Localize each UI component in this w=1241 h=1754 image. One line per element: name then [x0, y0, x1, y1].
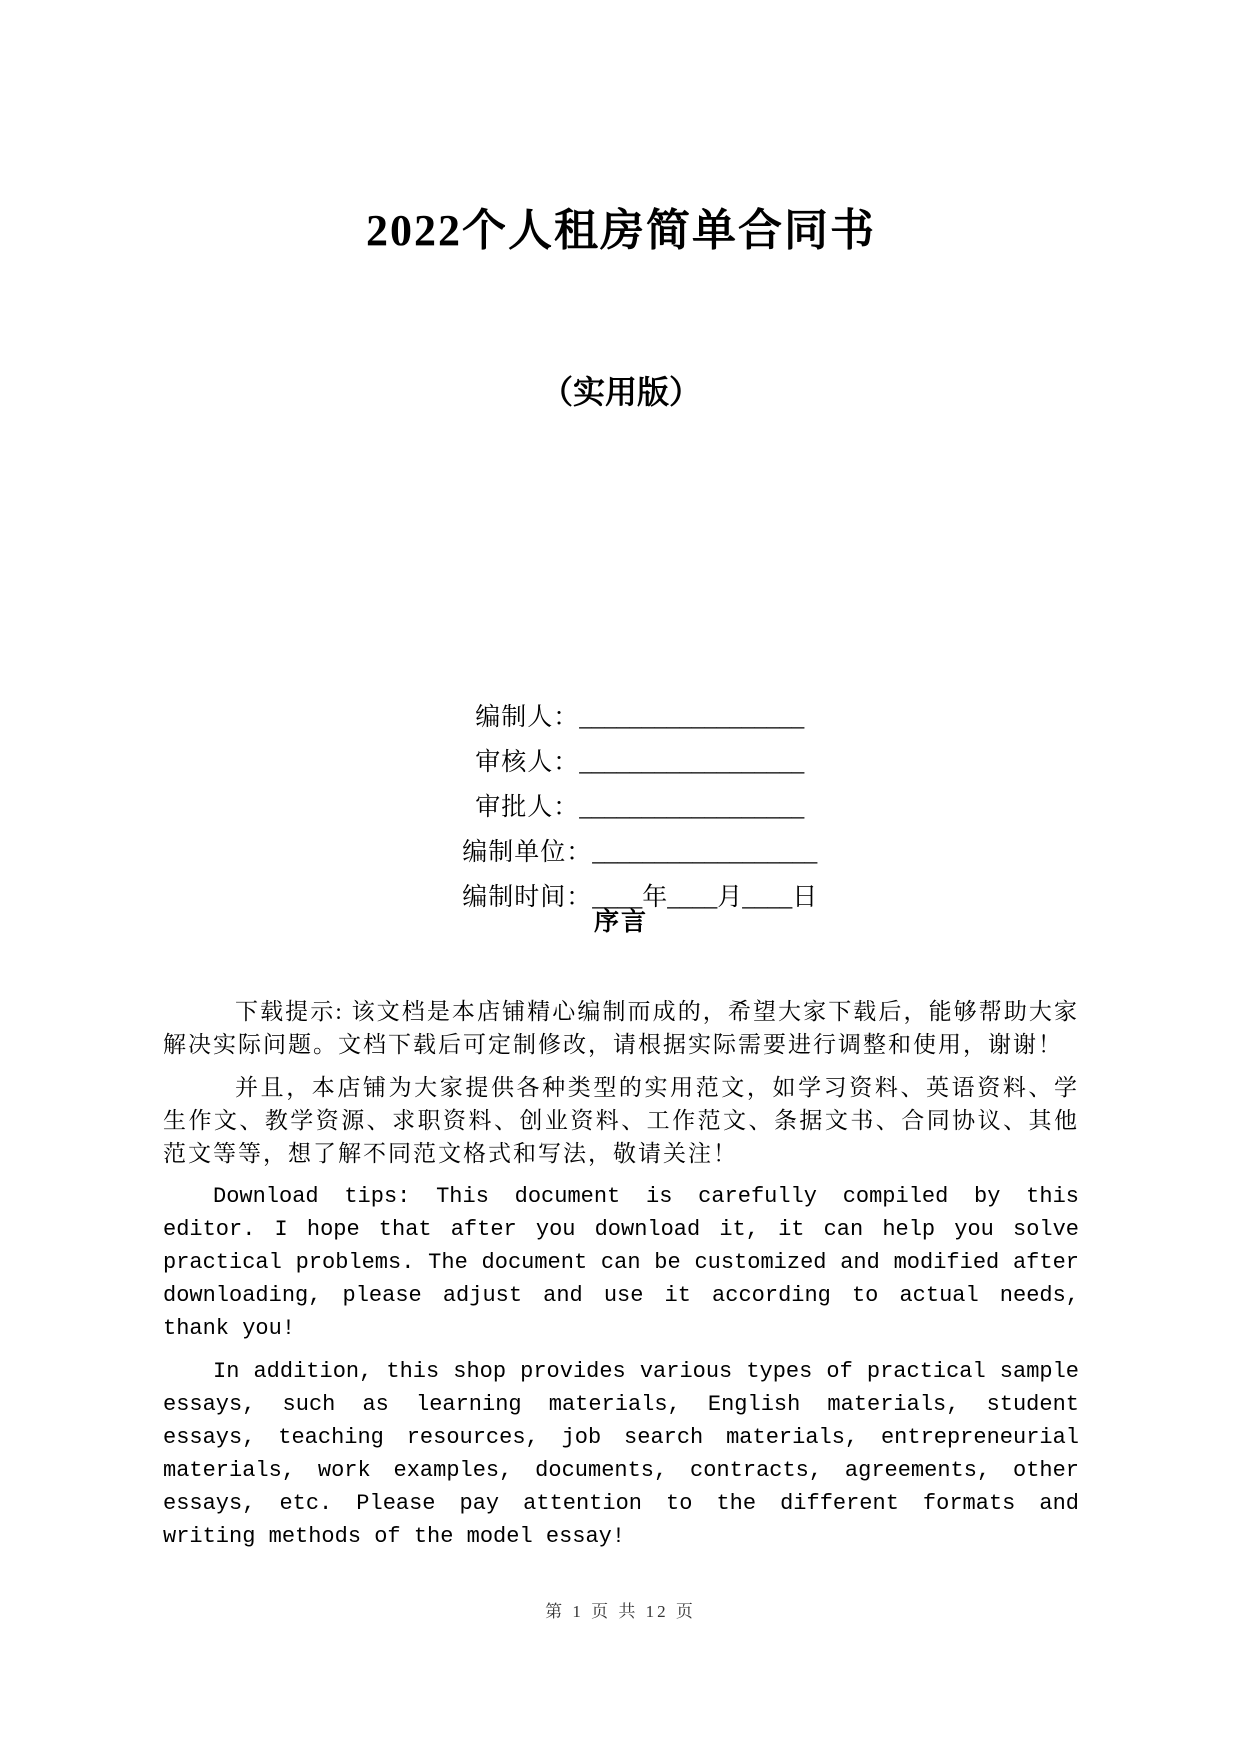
meta-label-reviewer: 审核人： [475, 748, 580, 776]
paragraph-download-tips-en: Download tips: This document is carefully compiled by this editor. I hope that after you download it, it can help you solve practical problems. The document can be customized and modified after downloading, please adjust and use it according to actual needs, thank you! [163, 1183, 1079, 1341]
meta-label-unit: 编制单位： [462, 838, 593, 866]
meta-label-date: 编制时间： [462, 883, 593, 911]
meta-blank-reviewer: __________________ [579, 748, 805, 776]
document-subtitle: （实用版） [540, 373, 701, 410]
meta-blank-author: __________________ [579, 703, 805, 731]
section-heading-preface: 序言 [593, 908, 648, 936]
meta-blank-unit: __________________ [592, 838, 818, 866]
meta-label-approver: 审批人： [475, 793, 580, 821]
paragraph-more-samples-zh: 并且，本店铺为大家提供各种类型的实用范文，如学习资料、英语资料、学生作文、教学资源、求职资料、创业资料、工作范文、条据文书、合同协议、其他范文等等，想了解不同范文格式和写法，敬请关注！ [163, 1074, 1079, 1166]
paragraph-download-tips-zh: 下载提示: 该文档是本店铺精心编制而成的，希望大家下载后，能够帮助大家解决实际问题。文档下载后可定制修改，请根据实际需要进行调整和使用，谢谢！ [163, 998, 1079, 1057]
meta-blank-date: ____年____月____日 [592, 883, 818, 911]
meta-blank-approver: __________________ [579, 793, 805, 821]
meta-fields-block [163, 650, 1079, 911]
document-title: 2022个人租房简单合同书 [366, 206, 876, 255]
meta-row-author [163, 650, 1079, 731]
document-body [163, 995, 1079, 1553]
meta-label-author: 编制人： [475, 703, 580, 731]
page-footer [0, 1597, 1241, 1622]
page-number-text: 第 1 页 共 12 页 [545, 1602, 696, 1621]
paragraph-more-samples-en: In addition, this shop provides various types of practical sample essays, such as learning materials, English materials, student essays, teaching resources, job search materials, entrepreneurial materials, work examples, documents, contracts, agreements, other essays, etc. Please pay attention to the different formats and writing methods of the model essay! [163, 1358, 1079, 1549]
